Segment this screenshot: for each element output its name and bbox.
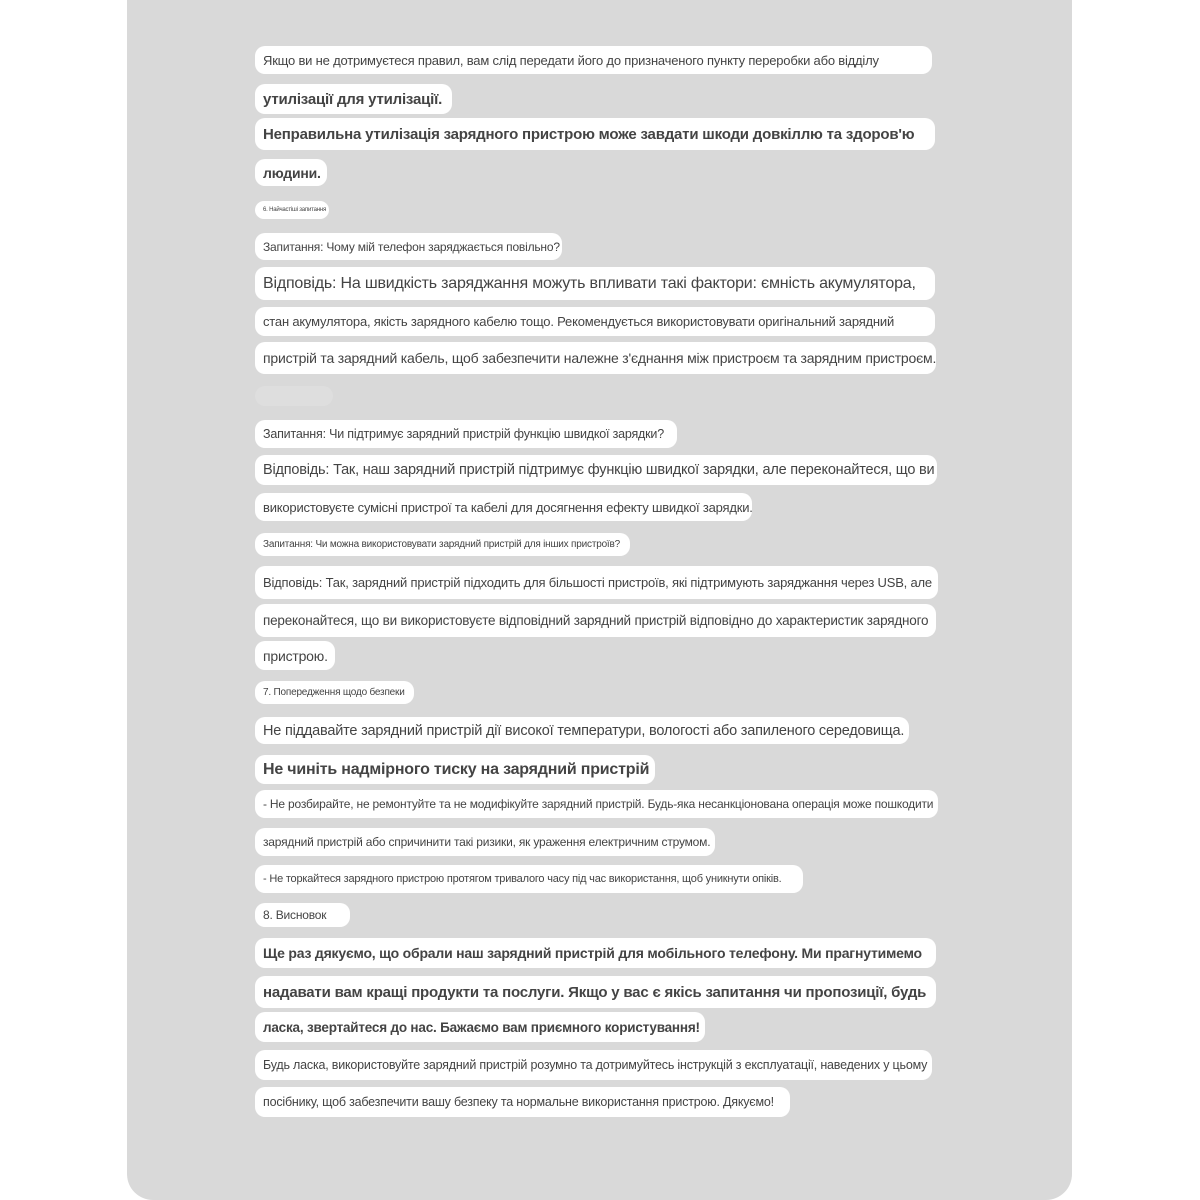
- conclusion-text: Будь ласка, використовуйте зарядний пристрій розумно та дотримуйтесь інструкцій з експлуатації, наведених у цьому: [255, 1050, 932, 1080]
- conclusion-text: надавати вам кращі продукти та послуги. Якщо у вас є якісь запитання чи пропозиції, будь: [255, 976, 936, 1008]
- faq-question: Запитання: Чи можна використовувати зарядний пристрій для інших пристроїв?: [255, 533, 630, 556]
- faq-answer: Відповідь: Так, зарядний пристрій підходить для більшості пристроїв, які підтримують заряджання через USB, але: [255, 566, 938, 599]
- safety-warning: - Не торкайтеся зарядного пристрою протягом тривалого часу під час використання, щоб уникнути опіків.: [255, 865, 803, 893]
- text-line: Неправильна утилізація зарядного пристрою може завдати шкоди довкіллю та здоров'ю: [255, 118, 935, 150]
- faint-placeholder: [255, 386, 333, 406]
- faq-answer: використовуєте сумісні пристрої та кабелі для досягнення ефекту швидкої зарядки.: [255, 493, 752, 521]
- faq-answer: Відповідь: На швидкість заряджання можуть впливати такі фактори: ємність акумулятора,: [255, 267, 935, 300]
- conclusion-text: посібнику, щоб забезпечити вашу безпеку та нормальне використання пристрою. Дякуємо!: [255, 1087, 790, 1117]
- section-heading: 8. Висновок: [255, 903, 350, 927]
- document-panel: [127, 0, 1072, 1200]
- text-line: Якщо ви не дотримуєтеся правил, вам слід передати його до призначеного пункту переробки або відділу: [255, 46, 932, 74]
- faq-answer: Відповідь: Так, наш зарядний пристрій підтримує функцію швидкої зарядки, але переконайтеся, що ви: [255, 455, 937, 485]
- section-heading: 7. Попередження щодо безпеки: [255, 681, 414, 704]
- faq-answer: пристрій та зарядний кабель, щоб забезпечити належне з'єднання між пристроєм та зарядним пристроєм.: [255, 342, 936, 374]
- faq-question: Запитання: Чи підтримує зарядний пристрій функцію швидкої зарядки?: [255, 420, 677, 448]
- faq-question: Запитання: Чому мій телефон заряджається повільно?: [255, 233, 562, 260]
- safety-warning: Не піддавайте зарядний пристрій дії високої температури, вологості або запиленого середовища.: [255, 717, 909, 744]
- faq-answer: стан акумулятора, якість зарядного кабелю тощо. Рекомендується використовувати оригінальний зарядний: [255, 307, 935, 336]
- faq-answer: переконайтеся, що ви використовуєте відповідний зарядний пристрій відповідно до характеристик зарядного: [255, 604, 936, 637]
- section-heading: 6. Найчастіші запитання: [255, 201, 329, 219]
- text-line: утилізації для утилізації.: [255, 84, 452, 114]
- safety-warning: - Не розбирайте, не ремонтуйте та не модифікуйте зарядний пристрій. Будь-яка несанкціонована операція може пошкодити: [255, 790, 938, 818]
- faq-answer: пристрою.: [255, 641, 335, 670]
- safety-warning: Не чиніть надмірного тиску на зарядний пристрій: [255, 755, 655, 784]
- text-line: людини.: [255, 159, 327, 186]
- safety-warning: зарядний пристрій або спричинити такі ризики, як ураження електричним струмом.: [255, 828, 715, 856]
- conclusion-text: Ще раз дякуємо, що обрали наш зарядний пристрій для мобільного телефону. Ми прагнутимемо: [255, 938, 936, 968]
- conclusion-text: ласка, звертайтеся до нас. Бажаємо вам приємного користування!: [255, 1012, 705, 1042]
